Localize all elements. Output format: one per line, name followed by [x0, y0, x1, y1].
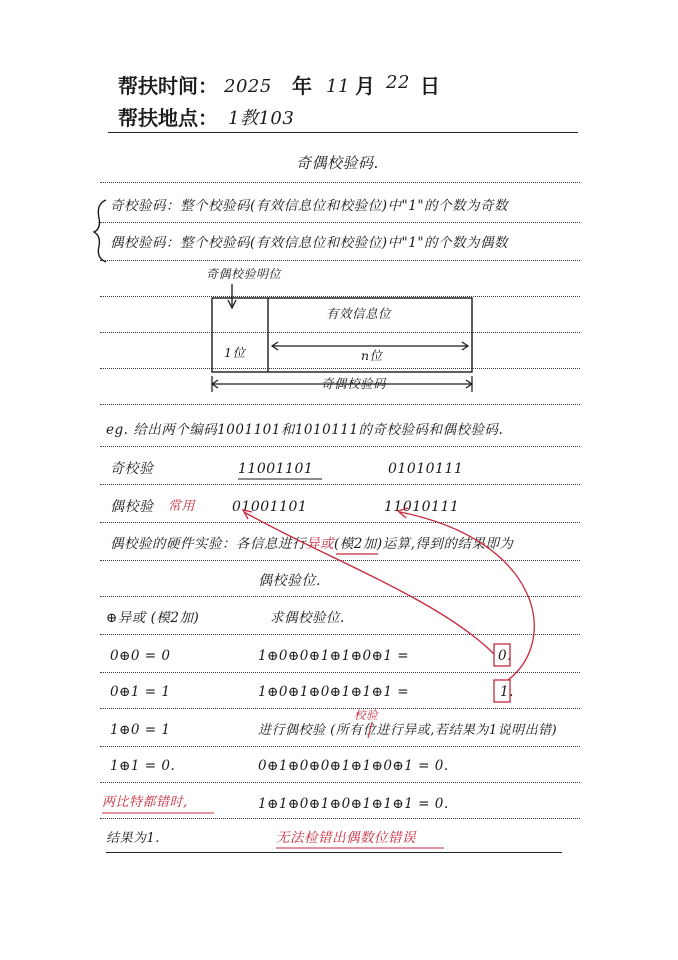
- calc-expression-2: 1⊕0⊕1⊕0⊕1⊕1⊕1 =: [258, 684, 410, 700]
- help-year: 2025: [224, 76, 272, 97]
- page-title: 奇偶校验码.: [296, 154, 379, 172]
- parity-bit-label: 奇偶校验明位: [206, 267, 282, 281]
- arrow-to-even-b: [400, 512, 534, 680]
- xor-rule-3: 1⊕0 = 1: [110, 722, 171, 738]
- xor-highlight: 异或: [306, 536, 334, 552]
- example-prompt: eg. 给出两个编码1001101和1010111的奇校验码和偶校验码.: [106, 422, 504, 438]
- year-unit: 年: [292, 74, 312, 98]
- xor-rule-4: 1⊕1 = 0.: [110, 758, 176, 774]
- result-box-1: [494, 644, 510, 666]
- month-unit: 月: [355, 74, 375, 98]
- even-label: 偶校验: [110, 499, 154, 515]
- xor-rule-1: 0⊕0 = 0: [110, 648, 171, 664]
- xor-rule-2: 0⊕1 = 1: [110, 684, 171, 700]
- calc-title: 求偶校验位.: [270, 610, 345, 626]
- odd-code-a: 11001101: [238, 461, 314, 477]
- odd-parity-definition: 奇校验码：整个校验码(有效信息位和校验位)中"1"的个数为奇数: [110, 198, 509, 214]
- check-line: 进行偶校验 (所有位进行异或,若结果为1说明出错): [258, 723, 558, 738]
- hardware-text-b: (模2加)运算,得到的结果即为: [334, 536, 514, 552]
- calc-result-2: 1.: [500, 684, 514, 700]
- check-calc-1: 0⊕1⊕0⊕0⊕1⊕1⊕0⊕1 = 0.: [258, 758, 449, 774]
- info-bits-label: 有效信息位: [326, 306, 392, 321]
- check-calc-2: 1⊕1⊕0⊕1⊕0⊕1⊕1⊕1 = 0.: [258, 796, 449, 812]
- even-code-b: 11010111: [384, 499, 460, 515]
- hardware-line-2: 偶校验位.: [258, 573, 321, 589]
- help-time-label: 帮扶时间：: [118, 74, 218, 98]
- even-parity-definition: 偶校验码：整个校验码(有效信息位和校验位)中"1"的个数为偶数: [110, 235, 509, 251]
- check-note: 校验: [354, 708, 378, 722]
- undetectable-error-note: 无法检错出偶数位错误: [276, 830, 416, 846]
- arrow-to-even-a: [244, 512, 494, 654]
- xor-title: ⊕异或 (模2加): [106, 610, 200, 626]
- n-bits-label: n位: [358, 350, 386, 363]
- calc-result-1: 0.: [498, 648, 512, 664]
- help-place-label: 帮扶地点：: [118, 106, 218, 130]
- check-note-pointer: [368, 722, 372, 738]
- odd-label: 奇校验: [110, 461, 154, 477]
- result-is-one-note: 结果为1.: [106, 831, 160, 846]
- hardware-text-a: 偶校验的硬件实验：各信息进行: [110, 536, 306, 552]
- help-day: 22: [386, 72, 410, 93]
- definition-brace: [94, 200, 106, 262]
- calc-expression-1: 1⊕0⊕0⊕1⊕1⊕0⊕1 =: [258, 648, 410, 664]
- parity-code-label: 奇偶校验码: [318, 378, 389, 391]
- odd-code-b: 01010111: [388, 461, 464, 477]
- help-place: 1教103: [228, 108, 295, 129]
- result-box-2: [494, 680, 510, 702]
- day-unit: 日: [420, 74, 440, 98]
- code-frame-box: [212, 298, 472, 372]
- even-common-note: 常用: [168, 499, 196, 514]
- two-bit-error-note: 两比特都错时,: [102, 795, 188, 810]
- help-month: 11: [326, 76, 350, 97]
- parity-cell-label: 1位: [224, 345, 246, 360]
- even-code-a: 01001101: [232, 499, 308, 515]
